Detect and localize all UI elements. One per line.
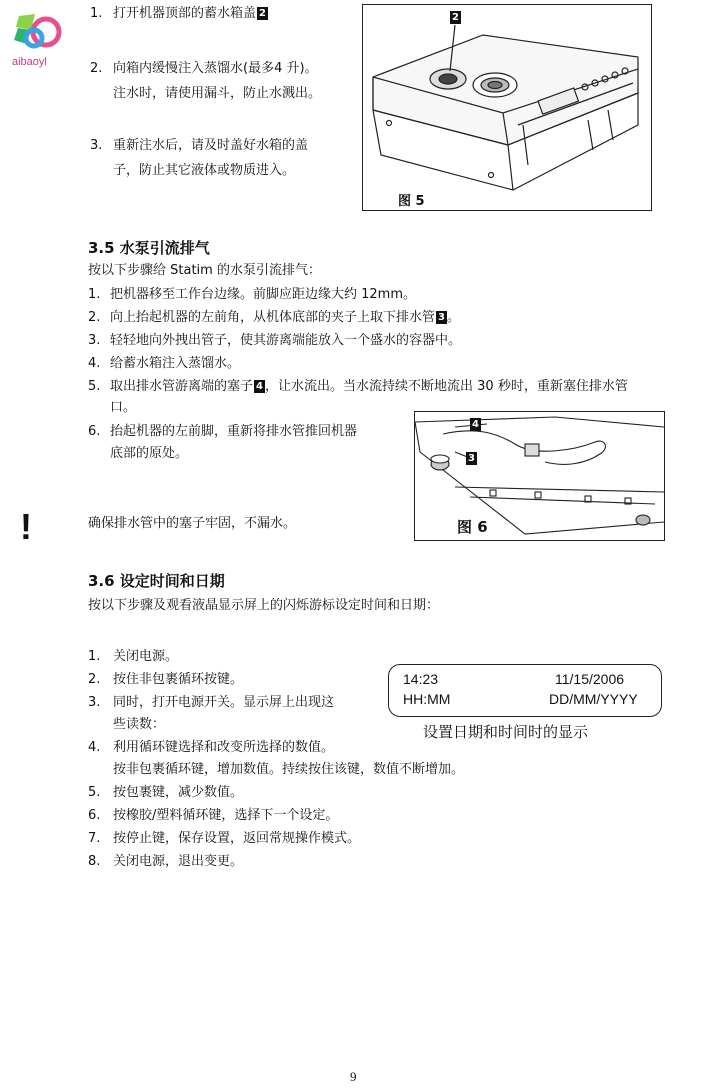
step-text: 向箱内缓慢注入蒸馏水(最多4 升)。	[113, 61, 318, 76]
warning-mark: !	[20, 506, 32, 547]
step-text: 重新注水后，请及时盖好水箱的盖	[113, 138, 309, 153]
lcd-date-format: DD/MM/YYYY	[549, 691, 638, 707]
machine-bottom-illustration	[415, 412, 664, 540]
step-text: 按非包裹循环键，增加数值。持续按住该键，数值不断增加。	[113, 762, 465, 777]
page-number: 9	[350, 1069, 357, 1084]
step-text: 子，防止其它液体或物质进入。	[113, 163, 296, 178]
step-text: 按橡胶/塑料循环键，选择下一个设定。	[113, 808, 339, 823]
step-text-part: 取出排水管游离端的塞子	[110, 379, 254, 394]
callout-badge: 2	[257, 7, 268, 20]
step-number: 5.	[88, 379, 101, 394]
step-text: 轻轻地向外拽出管子，使其游离端能放入一个盛水的容器中。	[110, 333, 462, 348]
logo-text: aibaoyl	[12, 56, 47, 68]
callout-badge: 4	[254, 380, 265, 393]
lcd-time: 14:23	[403, 671, 439, 687]
step-number: 4.	[88, 740, 101, 755]
step-text	[113, 4, 268, 24]
step-text-part: 向上抬起机器的左前角，从机体底部的夹子上取下排水管	[110, 310, 436, 325]
step-text-part: 打开机器顶部的蓄水箱盖	[113, 6, 257, 21]
step-number: 3.	[88, 333, 101, 348]
step-text: 关闭电源。	[113, 649, 179, 664]
section-heading: 3.5 水泵引流排气	[88, 239, 210, 257]
step-text: 给蓄水箱注入蒸馏水。	[110, 356, 241, 371]
logo-mark-icon	[10, 12, 68, 58]
step-number: 6.	[88, 424, 101, 439]
callout-badge: 4	[470, 418, 481, 431]
step-number: 2.	[88, 672, 101, 687]
step-number: 2.	[88, 310, 101, 325]
step-number: 7.	[88, 831, 101, 846]
step-text: 同时，打开电源开关。显示屏上出现这	[113, 695, 335, 710]
figure-6	[414, 411, 665, 541]
step-number: 1.	[88, 649, 101, 664]
figure-5	[362, 4, 652, 211]
callout-badge: 3	[436, 311, 447, 324]
step-number: 3.	[90, 138, 103, 153]
step-number: 3.	[88, 695, 101, 710]
step-text: 底部的原处。	[110, 446, 189, 461]
step-text	[110, 308, 460, 328]
step-text: 口。	[110, 400, 137, 415]
step-text	[110, 377, 628, 397]
step-text: 按停止键，保存设置，返回常规操作模式。	[113, 831, 361, 846]
step-text: 注水时，请使用漏斗，防止水溅出。	[113, 86, 322, 101]
step-number: 6.	[88, 808, 101, 823]
step-text: 关闭电源，退出变更。	[113, 854, 244, 869]
machine-top-illustration	[363, 5, 651, 210]
step-number: 1.	[88, 287, 101, 302]
step-text: 些读数：	[113, 717, 166, 732]
lcd-time-format: HH:MM	[403, 691, 451, 707]
step-text: 按包裹键，减少数值。	[113, 785, 244, 800]
step-number: 1.	[90, 6, 103, 21]
step-text: 把机器移至工作台边缘。前脚应距边缘大约 12mm。	[110, 287, 417, 302]
figure-caption: 图 6	[457, 518, 488, 536]
section-intro: 按以下步骤给 Statim 的水泵引流排气：	[88, 263, 321, 278]
step-text-part: 。	[447, 310, 461, 325]
lcd-display	[388, 664, 662, 717]
section-heading: 3.6 设定时间和日期	[88, 572, 225, 590]
step-number: 4.	[88, 356, 101, 371]
section-intro: 按以下步骤及观看液晶显示屏上的闪烁游标设定时间和日期：	[88, 598, 440, 613]
step-number: 5.	[88, 785, 101, 800]
lcd-caption: 设置日期和时间时的显示	[423, 723, 589, 741]
figure-caption: 图 5	[398, 194, 425, 209]
warning-text: 确保排水管中的塞子牢固，不漏水。	[88, 516, 297, 531]
lcd-date: 11/15/2006	[555, 671, 625, 687]
step-text-part: ，让水流出。当水流持续不断地流出 30 秒时，重新塞住排水管	[265, 379, 628, 394]
callout-badge: 2	[450, 11, 461, 24]
step-text: 按住非包裹循环按键。	[113, 672, 244, 687]
callout-badge: 3	[466, 452, 477, 465]
step-text: 利用循环键选择和改变所选择的数值。	[113, 740, 335, 755]
step-number: 2.	[90, 61, 103, 76]
step-number: 8.	[88, 854, 101, 869]
step-text: 抬起机器的左前脚，重新将排水管推回机器	[110, 424, 358, 439]
brand-logo	[10, 12, 68, 70]
